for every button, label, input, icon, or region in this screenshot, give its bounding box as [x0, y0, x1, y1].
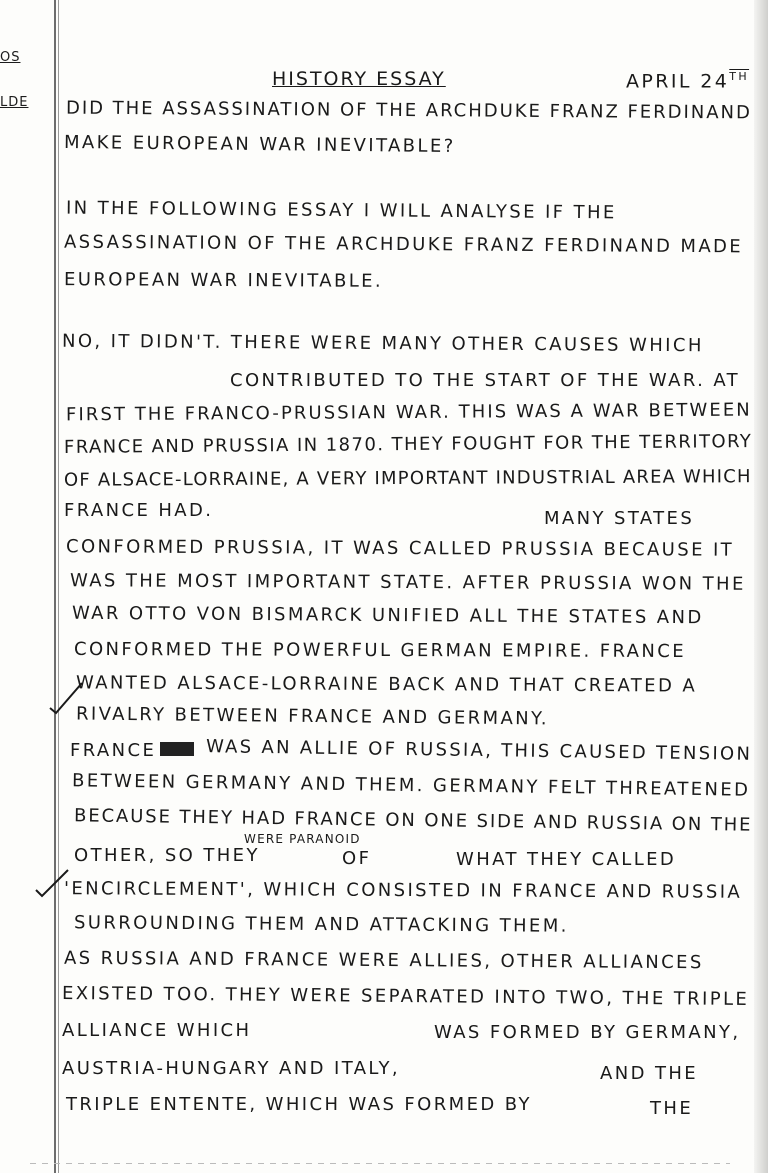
body-line-2: CONTRIBUTED TO THE START OF THE WAR. AT — [230, 370, 741, 391]
essay-title: HISTORY ESSAY — [272, 68, 446, 90]
body-line-22a: AUSTRIA-HUNGARY AND ITALY, — [62, 1058, 400, 1079]
body-line-21a: ALLIANCE WHICH — [62, 1020, 252, 1041]
body-line-18: SURROUNDING THEM AND ATTACKING THEM. — [73, 912, 569, 937]
checkmark-icon — [48, 680, 84, 716]
body-line-23b: THE — [650, 1098, 694, 1119]
body-line-16c: WHAT THEY CALLED — [456, 849, 677, 870]
body-line-12: RIVALRY BETWEEN FRANCE AND GERMANY. — [75, 703, 550, 730]
body-line-7: CONFORMED PRUSSIA, IT WAS CALLED PRUSSIA BECAUSE IT — [65, 536, 735, 561]
body-line-8: WAS THE MOST IMPORTANT STATE. AFTER PRUSSIA WON THE — [69, 570, 746, 595]
body-line-6: FRANCE HAD. — [64, 500, 214, 521]
question-line-1: DID THE ASSASSINATION OF THE ARCHDUKE FRANZ FERDINAND — [65, 97, 752, 124]
body-line-23a: TRIPLE ENTENTE, WHICH WAS FORMED BY — [66, 1094, 532, 1115]
question-line-2: MAKE EUROPEAN WAR INEVITABLE? — [63, 131, 456, 158]
body-line-16a: OTHER, SO THEY — [74, 845, 260, 866]
intro-line-3: EUROPEAN WAR INEVITABLE. — [63, 269, 384, 292]
scribbled-out-word — [160, 742, 194, 756]
body-line-20: EXISTED TOO. THEY WERE SEPARATED INTO TWO, THE TRIPLE — [61, 983, 750, 1010]
body-line-10: CONFORMED THE POWERFUL GERMAN EMPIRE. FRANCE — [73, 638, 687, 663]
body-line-19: AS RUSSIA AND FRANCE WERE ALLIES, OTHER ALLIANCES — [63, 947, 704, 974]
intro-line-2: ASSASSINATION OF THE ARCHDUKE FRANZ FERDINAND MADE — [63, 231, 744, 258]
body-line-11: WANTED ALSACE-LORRAINE BACK AND THAT CREATED A — [75, 672, 698, 697]
body-line-13a: FRANCE — [70, 740, 157, 761]
body-line-15: BECAUSE THEY HAD FRANCE ON ONE SIDE AND RUSSIA ON THE — [73, 805, 753, 836]
body-line-1: NO, IT DIDN'T. THERE WERE MANY OTHER CAUSES WHICH — [61, 330, 704, 357]
margin-line-inner — [58, 0, 59, 1173]
bottom-rule — [30, 1163, 730, 1164]
margin-line — [54, 0, 56, 1173]
margin-note-top: OS — [0, 50, 21, 65]
body-line-5: OF ALSACE-LORRAINE, A VERY IMPORTANT INDUSTRIAL AREA WHICH — [63, 466, 752, 491]
body-line-9: WAR OTTO VON BISMARCK UNIFIED ALL THE STATES AND — [71, 602, 704, 629]
page-edge-shadow — [754, 0, 768, 1173]
date-suffix: TH — [729, 70, 750, 83]
body-line-21b: WAS FORMED BY GERMANY, — [434, 1022, 741, 1043]
essay-date: APRIL 24TH — [626, 70, 750, 93]
body-line-14: BETWEEN GERMANY AND THEM. GERMANY FELT THREATENED — [71, 770, 751, 801]
intro-line-1: IN THE FOLLOWING ESSAY I WILL ANALYSE IF THE — [65, 197, 617, 224]
body-line-16b: OF — [342, 848, 372, 869]
body-line-3: FIRST THE FRANCO-PRUSSIAN WAR. THIS WAS A WAR BETWEEN — [65, 399, 752, 426]
margin-note-bottom: LDE — [0, 95, 29, 110]
body-line-22b: AND THE — [600, 1063, 699, 1084]
body-line-6b: MANY STATES — [544, 508, 695, 529]
checkmark-icon — [34, 866, 70, 902]
body-line-17: 'ENCIRCLEMENT', WHICH CONSISTED IN FRANCE AND RUSSIA — [63, 878, 743, 903]
inserted-words: WERE PARANOID — [244, 832, 361, 846]
body-line-4: FRANCE AND PRUSSIA IN 1870. THEY FOUGHT FOR THE TERRITORY — [63, 430, 753, 459]
body-line-13b: WAS AN ALLIE OF RUSSIA, THIS CAUSED TENSION — [205, 736, 753, 765]
